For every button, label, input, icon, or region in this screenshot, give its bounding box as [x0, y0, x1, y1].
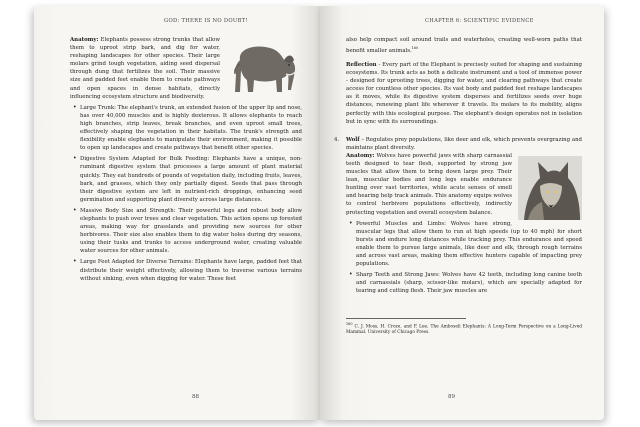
footnote-reference: 160 [411, 46, 419, 51]
anatomy-text: Elephants possess strong trunks that allow them to uproot strip bark, and dig for water, reshaping landscapes for other species. Their large molars grind tough vegetation, aiding seed dispersal through dung that fertilizes the soil. Their massive size and padded feet enable them to create pathways and open spaces in dense habitats, directly influencing ecosystem structure and biodiversity. [70, 37, 220, 100]
list-item: • Sharp Teeth and Strong Jaws: Wolves have 42 teeth, including long canine teeth and carnassials (sharp, scissor-like molars), which are specially adapted for tearing and cutting flesh. Their jaw muscles are [356, 271, 582, 295]
reflection-label: Reflection [346, 61, 377, 68]
wolf-image [518, 154, 582, 224]
list-item: • Large Trunk: The elephant's trunk, an extended fusion of the upper lip and nose, has over 40,000 muscles and is highly dexterous. It allows elephants to reach high branches, strip leaves, break branches, and even uproot small trees, effectively shaping the vegetation in their habitats. The trunk's strength and flexibility enable elephants to manipulate their environment, making it possible to open up landscapes and create pathways that benefit other species. [80, 104, 302, 153]
anatomy-label: Anatomy: [70, 37, 99, 43]
page-number-left: 88 [192, 394, 199, 400]
wolf-section-heading [334, 136, 582, 152]
continued-paragraph [346, 36, 582, 55]
reflection-text: - Every part of the Elephant is precisely suited for shaping and sustaining ecosystems. Its trunk acts as both a delicate instrument and a tool of immense power - designed for uprooting trees, digging for water, and clearing pathways that create access for countless other species. Its vast body and padded feet reshape landscapes as it moves, while its digestive system disperses and fertilizes seeds over huge distances, renewing plant life wherever it travels. Its molars to its mobility, aligns perfectly with this ecological purpose. The elephant's design operates not in isolation but in sync with its surroundings. [346, 61, 582, 125]
list-item: • Powerful Muscles and Limbs: Wolves have strong, muscular legs that allow them to run at high speeds (up to 40 mph) for short bursts and endure long distances while tracking prey. This endurance and speed enable them to pursue large animals, like deer and elk, through rough terrains and across vast areas, making them effective hunters capable of impacting prey populations. [356, 220, 582, 269]
anatomy-text: Wolves have powerful jaws with sharp carnassial teeth designed to tear flesh, supported by strong jaw muscles that allow them to bring down large prey. Their lean, muscular bodies and long legs enable endurance hunting over vast territories, while acute senses of smell and hearing help track animals. This anatomy equips wolves to control herbivore populations effectively, indirectly protecting vegetation and overall ecosystem balance. [346, 152, 512, 216]
list-item: • Digestive System Adapted for Bulk Feeding: Elephants have a unique, non-ruminant digestive system that processes a large amount of plant material quickly. They eat hundreds of pounds of vegetation daily, including fruits, leaves, bark, and grasses, which they only partially digest. Seeds that pass through their digestive system are left in nutrient-rich droppings, enhancing seed germination and supporting plant diversity across large distances. [80, 155, 302, 204]
list-item: • Large Feet Adapted for Diverse Terrains: Elephants have large, padded feet that distribute their weight effectively, allowing them to traverse various terrains without sinking, even when digging for water. These feet [80, 258, 302, 282]
footnote [346, 321, 582, 336]
wolf-bullet-list [346, 220, 582, 296]
section-label: Wolf [346, 136, 360, 143]
section-text: – Regulates prey populations, like deer and elk, which prevents overgrazing and maintains plant diversity. [346, 136, 582, 151]
section-number: 4. [334, 136, 340, 143]
continued-text: also help compact soil around trails and waterholes, creating well-worn paths that benefit smaller animals. [346, 37, 582, 54]
footnote-number: 160 [346, 321, 353, 326]
right-page [320, 6, 604, 420]
open-book [34, 6, 604, 420]
elephant-bullet-list [70, 104, 302, 283]
reflection-paragraph [346, 61, 582, 126]
anatomy-label: Anatomy: [346, 152, 375, 159]
elephant-image [226, 38, 302, 100]
running-head-right: CHAPTER 6: SCIENTIFIC EVIDENCE [425, 18, 534, 24]
footnote-text: C. J. Moss, H. Croze, and P. Lee, The Amboseli Elephants: A Long-Term Perspective on a Long-Lived Mammal. University of Chicago Press. [346, 323, 582, 335]
footnote-divider [346, 318, 466, 319]
page-number-right: 89 [448, 394, 455, 400]
list-item: • Massive Body Size and Strength: Their powerful legs and robust body allow elephants to push over trees and clear vegetation. This action opens up forested areas, making way for grasslands and providing new sources for other herbivores. Their size also enables them to dig water holes during dry seasons, using their tusks and trunks to access underground water, creating valuable water sources for other animals. [80, 207, 302, 256]
running-head-left: GOD: THERE IS NO DOUBT! [164, 18, 248, 24]
left-page [34, 6, 320, 420]
